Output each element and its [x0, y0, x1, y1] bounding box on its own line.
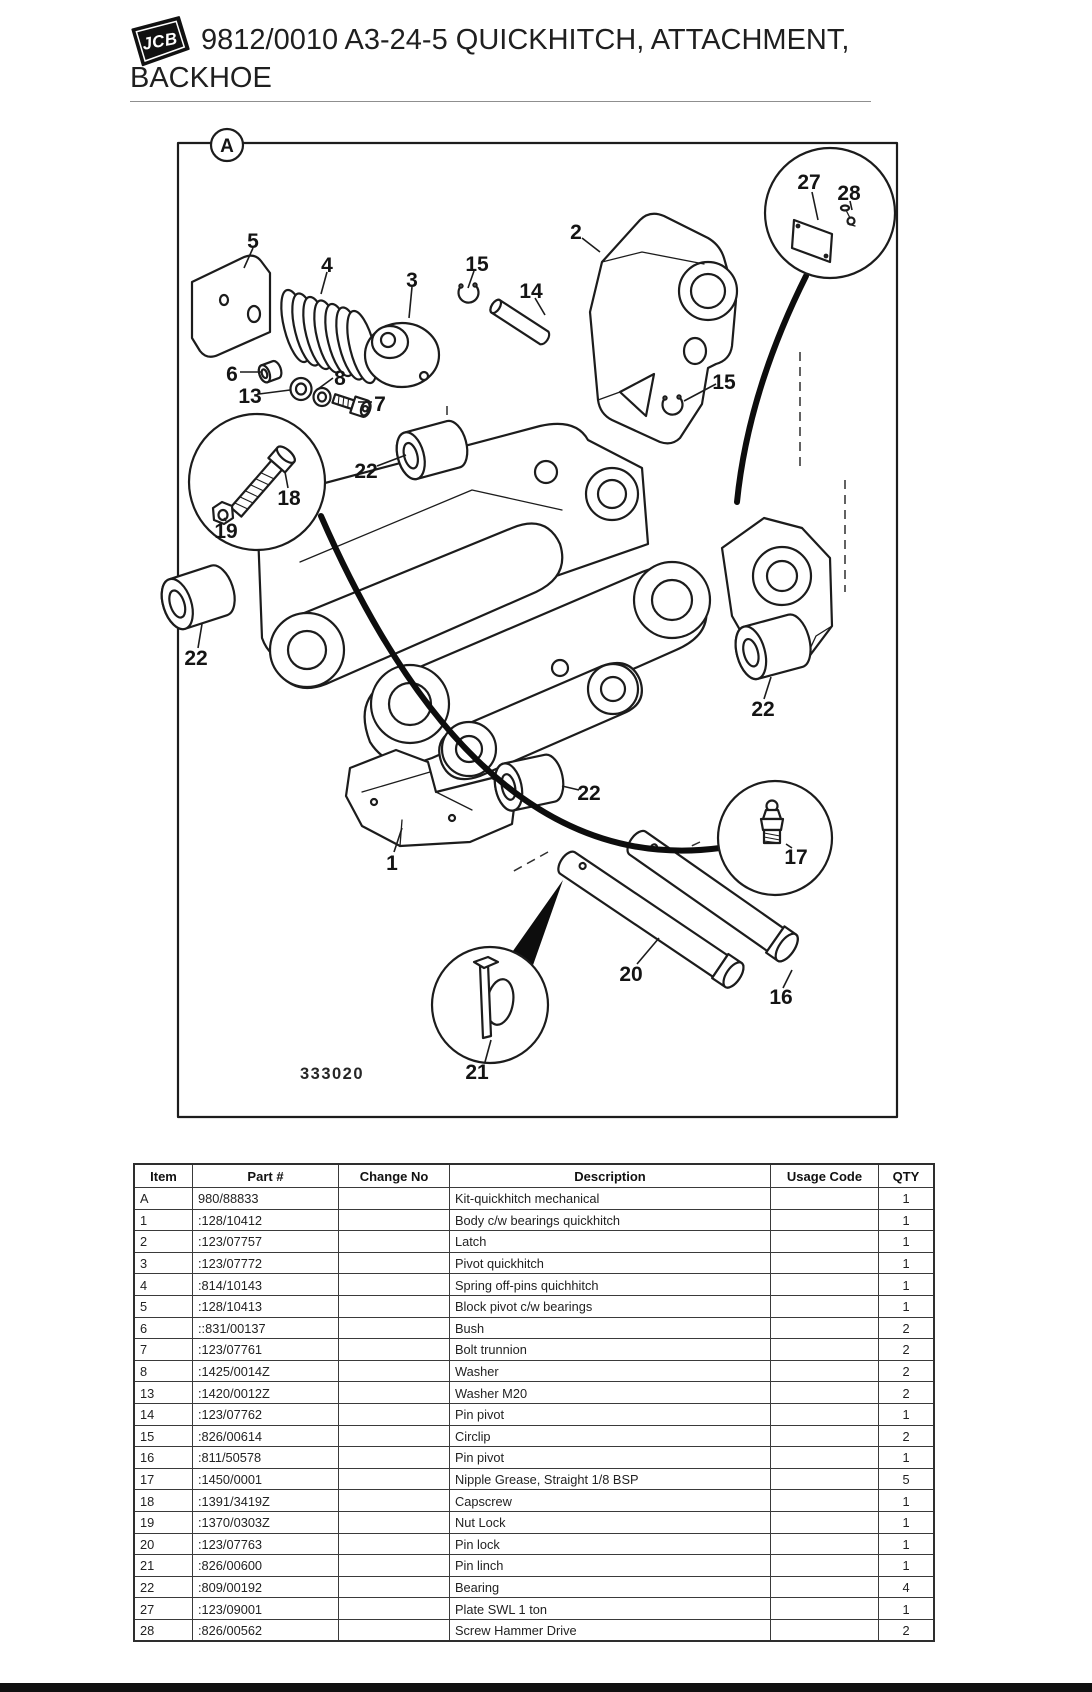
usage-code-cell: [771, 1619, 879, 1641]
description-cell: Spring off-pins quichhitch: [450, 1274, 771, 1296]
callout-15: 15: [465, 253, 489, 276]
description-cell: Kit-quickhitch mechanical: [450, 1188, 771, 1210]
part-number-cell: :123/07757: [193, 1231, 339, 1253]
change-no-cell: [339, 1188, 450, 1210]
change-no-cell: [339, 1425, 450, 1447]
usage-code-cell: [771, 1274, 879, 1296]
change-no-cell: [339, 1295, 450, 1317]
part-number-cell: :123/09001: [193, 1598, 339, 1620]
callout-4: 4: [321, 254, 333, 277]
table-row: [134, 1382, 934, 1404]
part-number-cell: :123/07763: [193, 1533, 339, 1555]
item-cell: 18: [134, 1490, 193, 1512]
usage-code-cell: [771, 1252, 879, 1274]
change-no-cell: [339, 1447, 450, 1469]
qty-cell: 1: [879, 1403, 935, 1425]
callout-20: 20: [619, 963, 643, 986]
table-row: [134, 1252, 934, 1274]
change-no-cell: [339, 1231, 450, 1253]
qty-cell: 1: [879, 1231, 935, 1253]
qty-cell: 2: [879, 1339, 935, 1361]
qty-cell: 1: [879, 1188, 935, 1210]
change-no-cell: [339, 1209, 450, 1231]
change-no-cell: [339, 1598, 450, 1620]
qty-cell: 2: [879, 1360, 935, 1382]
change-no-cell: [339, 1619, 450, 1641]
header-divider: [130, 101, 871, 102]
description-cell: Nut Lock: [450, 1511, 771, 1533]
page-footer-bar: [0, 1683, 1092, 1692]
change-no-cell: [339, 1274, 450, 1296]
callout-22: 22: [751, 698, 775, 721]
change-no-cell: [339, 1468, 450, 1490]
callout-15: 15: [712, 371, 736, 394]
table-row: [134, 1188, 934, 1210]
description-cell: Washer: [450, 1360, 771, 1382]
part-number-cell: :826/00562: [193, 1619, 339, 1641]
item-cell: 17: [134, 1468, 193, 1490]
table-row: [134, 1231, 934, 1253]
change-no-cell: [339, 1555, 450, 1577]
callout-19: 19: [214, 520, 238, 543]
part-number-cell: :814/10143: [193, 1274, 339, 1296]
usage-code-cell: [771, 1576, 879, 1598]
item-cell: 1: [134, 1209, 193, 1231]
part-number-cell: :809/00192: [193, 1576, 339, 1598]
item-cell: 27: [134, 1598, 193, 1620]
description-cell: Plate SWL 1 ton: [450, 1598, 771, 1620]
change-no-cell: [339, 1576, 450, 1598]
change-no-cell: [339, 1511, 450, 1533]
callout-13: 13: [238, 385, 262, 408]
item-cell: 3: [134, 1252, 193, 1274]
qty-cell: 2: [879, 1619, 935, 1641]
item-cell: 4: [134, 1274, 193, 1296]
table-row: [134, 1555, 934, 1577]
description-cell: Bearing: [450, 1576, 771, 1598]
change-no-cell: [339, 1490, 450, 1512]
callout-1: 1: [386, 852, 398, 875]
description-cell: Pin linch: [450, 1555, 771, 1577]
item-cell: 5: [134, 1295, 193, 1317]
usage-code-cell: [771, 1295, 879, 1317]
part-number-cell: :123/07762: [193, 1403, 339, 1425]
qty-cell: 1: [879, 1490, 935, 1512]
page-title: 9812/0010 A3-24-5 QUICKHITCH, ATTACHMENT,: [201, 24, 850, 56]
item-cell: 13: [134, 1382, 193, 1404]
table-row: [134, 1511, 934, 1533]
part-number-cell: :826/00614: [193, 1425, 339, 1447]
callout-28: 28: [837, 182, 861, 205]
part-number-cell: ::831/00137: [193, 1317, 339, 1339]
part-number-cell: :128/10413: [193, 1295, 339, 1317]
description-cell: Pin lock: [450, 1533, 771, 1555]
table-row: [134, 1317, 934, 1339]
callout-8: 8: [334, 367, 346, 390]
usage-code-cell: [771, 1533, 879, 1555]
table-row: [134, 1295, 934, 1317]
description-cell: Bolt trunnion: [450, 1339, 771, 1361]
part-number-cell: 980/88833: [193, 1188, 339, 1210]
change-no-cell: [339, 1252, 450, 1274]
usage-code-cell: [771, 1403, 879, 1425]
part-number-cell: :1370/0303Z: [193, 1511, 339, 1533]
col-header-part-: Part #: [193, 1164, 339, 1188]
description-cell: Pin pivot: [450, 1403, 771, 1425]
description-cell: Body c/w bearings quickhitch: [450, 1209, 771, 1231]
qty-cell: 1: [879, 1555, 935, 1577]
table-row: [134, 1274, 934, 1296]
item-cell: 16: [134, 1447, 193, 1469]
qty-cell: 2: [879, 1317, 935, 1339]
col-header-change-no: Change No: [339, 1164, 450, 1188]
usage-code-cell: [771, 1425, 879, 1447]
jcb-logo: [124, 16, 194, 68]
qty-cell: 5: [879, 1468, 935, 1490]
table-row: [134, 1533, 934, 1555]
page-title-line2: BACKHOE: [130, 62, 272, 94]
usage-code-cell: [771, 1339, 879, 1361]
col-header-qty: QTY: [879, 1164, 935, 1188]
col-header-usage-code: Usage Code: [771, 1164, 879, 1188]
callout-16: 16: [769, 986, 793, 1009]
description-cell: Capscrew: [450, 1490, 771, 1512]
qty-cell: 1: [879, 1252, 935, 1274]
usage-code-cell: [771, 1231, 879, 1253]
parts-table-container: [133, 1163, 935, 1642]
callout-27: 27: [797, 171, 821, 194]
item-cell: 21: [134, 1555, 193, 1577]
callout-14: 14: [519, 280, 543, 303]
qty-cell: 1: [879, 1598, 935, 1620]
qty-cell: 1: [879, 1511, 935, 1533]
callout-3: 3: [406, 269, 418, 292]
item-cell: A: [134, 1188, 193, 1210]
callout-5: 5: [247, 230, 259, 253]
description-cell: Circlip: [450, 1425, 771, 1447]
callout-18: 18: [277, 487, 301, 510]
description-cell: Pin pivot: [450, 1447, 771, 1469]
part-number-cell: :1420/0012Z: [193, 1382, 339, 1404]
part-number-cell: :1450/0001: [193, 1468, 339, 1490]
part-number-cell: :1425/0014Z: [193, 1360, 339, 1382]
description-cell: Latch: [450, 1231, 771, 1253]
table-row: [134, 1490, 934, 1512]
change-no-cell: [339, 1533, 450, 1555]
latch-exploded-parts: [192, 214, 737, 444]
table-row: [134, 1209, 934, 1231]
qty-cell: 4: [879, 1576, 935, 1598]
logo-text: JCB: [140, 28, 180, 54]
part-number-cell: :128/10412: [193, 1209, 339, 1231]
description-cell: Washer M20: [450, 1382, 771, 1404]
parts-table: [133, 1163, 935, 1642]
qty-cell: 1: [879, 1274, 935, 1296]
item-cell: 19: [134, 1511, 193, 1533]
item-cell: 20: [134, 1533, 193, 1555]
description-cell: Screw Hammer Drive: [450, 1619, 771, 1641]
part-number-cell: :123/07761: [193, 1339, 339, 1361]
callout-22: 22: [577, 782, 601, 805]
usage-code-cell: [771, 1447, 879, 1469]
change-no-cell: [339, 1339, 450, 1361]
callout-7: 7: [374, 393, 386, 416]
callout-2: 2: [570, 221, 582, 244]
change-no-cell: [339, 1382, 450, 1404]
table-row: [134, 1468, 934, 1490]
parts-table-header: [134, 1164, 934, 1188]
callout-17: 17: [784, 846, 808, 869]
table-row: [134, 1339, 934, 1361]
qty-cell: 1: [879, 1533, 935, 1555]
qty-cell: 2: [879, 1425, 935, 1447]
col-header-item: Item: [134, 1164, 193, 1188]
part-number-cell: :1391/3419Z: [193, 1490, 339, 1512]
table-row: [134, 1403, 934, 1425]
drawing-number: 333020: [299, 1065, 365, 1083]
parts-table-body: [134, 1188, 934, 1642]
usage-code-cell: [771, 1468, 879, 1490]
callout-21: 21: [465, 1061, 489, 1084]
qty-cell: 1: [879, 1209, 935, 1231]
item-cell: 22: [134, 1576, 193, 1598]
item-cell: 15: [134, 1425, 193, 1447]
usage-code-cell: [771, 1382, 879, 1404]
item-cell: 14: [134, 1403, 193, 1425]
description-cell: Bush: [450, 1317, 771, 1339]
qty-cell: 2: [879, 1382, 935, 1404]
change-no-cell: [339, 1403, 450, 1425]
usage-code-cell: [771, 1598, 879, 1620]
usage-code-cell: [771, 1511, 879, 1533]
item-cell: 8: [134, 1360, 193, 1382]
change-no-cell: [339, 1360, 450, 1382]
qty-cell: 1: [879, 1295, 935, 1317]
exploded-diagram: [150, 110, 920, 1135]
part-number-cell: :811/50578: [193, 1447, 339, 1469]
view-label: A: [220, 136, 234, 157]
item-cell: 28: [134, 1619, 193, 1641]
description-cell: Pivot quickhitch: [450, 1252, 771, 1274]
description-cell: Nipple Grease, Straight 1/8 BSP: [450, 1468, 771, 1490]
part-number-cell: :123/07772: [193, 1252, 339, 1274]
usage-code-cell: [771, 1317, 879, 1339]
col-header-description: Description: [450, 1164, 771, 1188]
item-cell: 7: [134, 1339, 193, 1361]
description-cell: Block pivot c/w bearings: [450, 1295, 771, 1317]
callout-6: 6: [226, 363, 238, 386]
item-cell: 6: [134, 1317, 193, 1339]
table-row: [134, 1425, 934, 1447]
usage-code-cell: [771, 1188, 879, 1210]
qty-cell: 1: [879, 1447, 935, 1469]
usage-code-cell: [771, 1209, 879, 1231]
table-row: [134, 1360, 934, 1382]
table-row: [134, 1619, 934, 1641]
table-row: [134, 1576, 934, 1598]
callout-22: 22: [184, 647, 208, 670]
usage-code-cell: [771, 1490, 879, 1512]
usage-code-cell: [771, 1555, 879, 1577]
table-row: [134, 1598, 934, 1620]
usage-code-cell: [771, 1360, 879, 1382]
change-no-cell: [339, 1317, 450, 1339]
table-row: [134, 1447, 934, 1469]
part-number-cell: :826/00600: [193, 1555, 339, 1577]
item-cell: 2: [134, 1231, 193, 1253]
callout-22: 22: [354, 460, 378, 483]
